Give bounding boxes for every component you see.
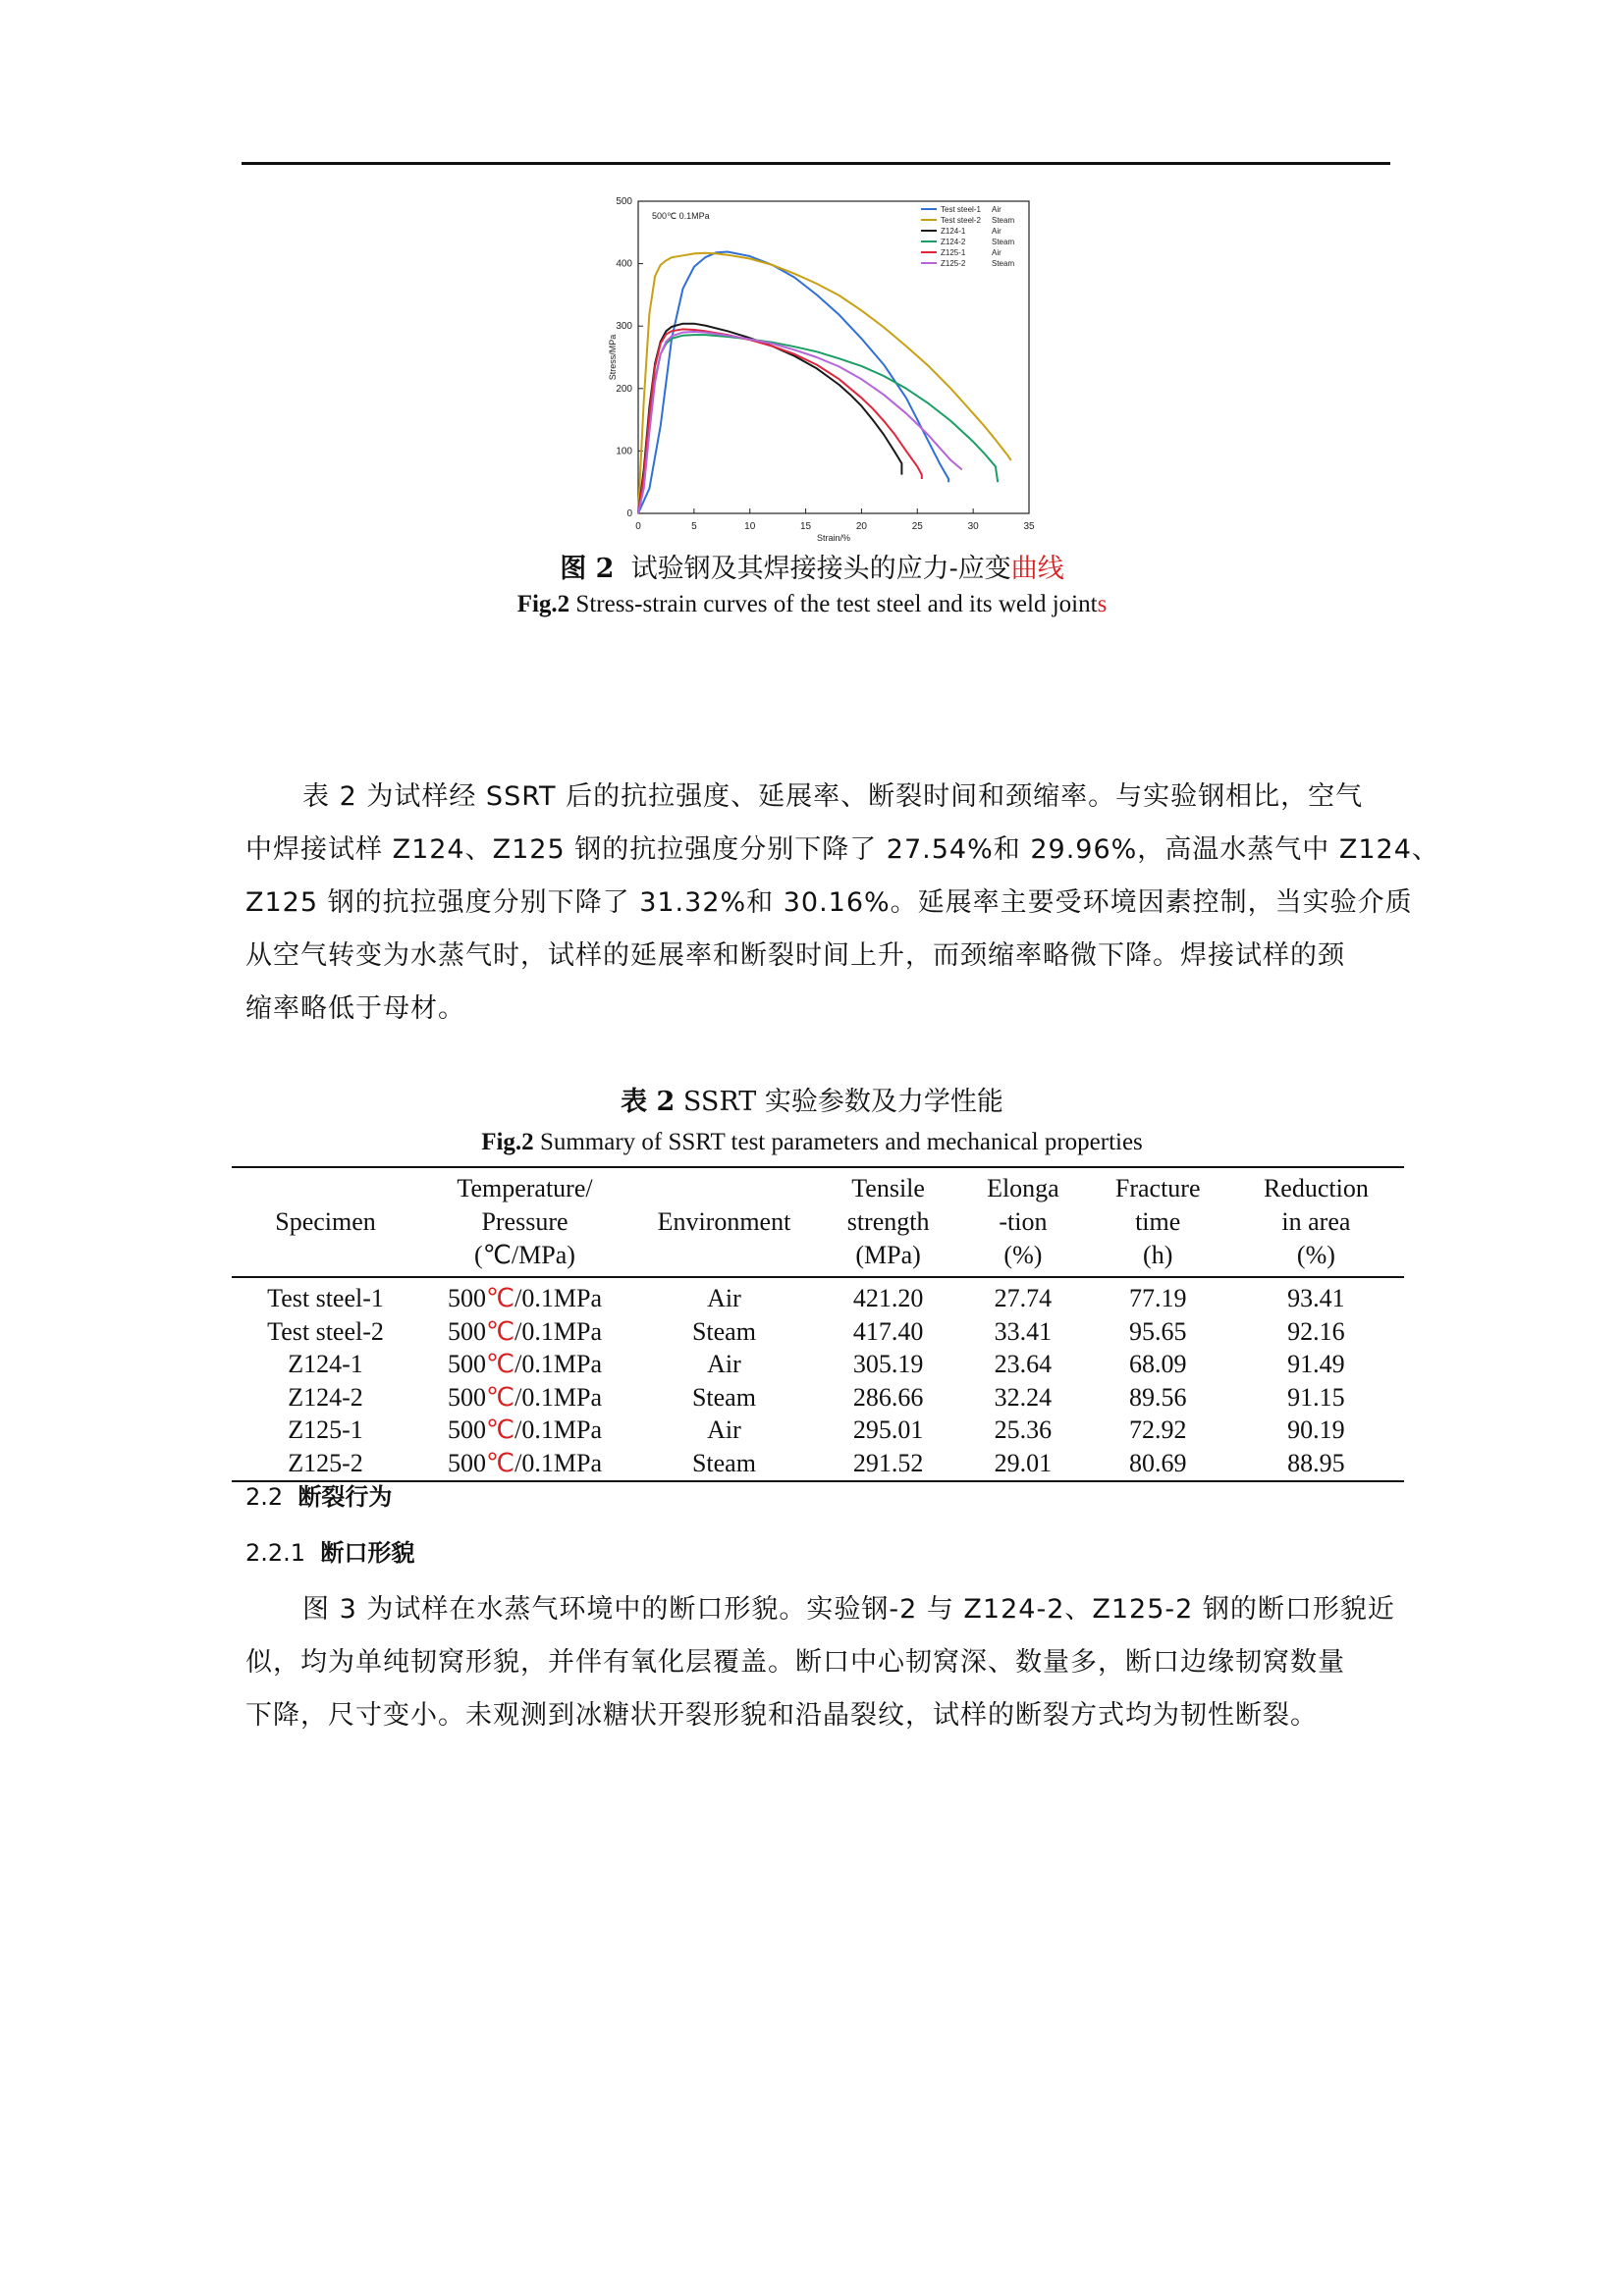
x-tick-label: 30 [967, 521, 979, 532]
legend-name: Test steel-1 [941, 205, 981, 214]
y-tick-label: 0 [626, 508, 632, 519]
table-row [232, 1315, 1404, 1349]
cell-environment: Steam [691, 1448, 756, 1477]
legend-name: Z124-1 [941, 227, 966, 236]
legend-name: Z125-1 [941, 248, 966, 257]
cell-reduction: 88.95 [1287, 1448, 1345, 1477]
cell-elongation: 27.74 [994, 1284, 1053, 1312]
y-tick-label: 200 [616, 383, 632, 395]
cell-tensile: 286.66 [852, 1382, 924, 1412]
paragraph-2 [245, 1583, 1395, 1742]
figure-caption-cn-text: 试验钢及其焊接接头的应力-应变 [630, 554, 1011, 584]
cell-tensile: 421.20 [852, 1284, 924, 1312]
legend-env: Air [992, 227, 1001, 236]
table-caption-cn-label: 表 2 [621, 1087, 676, 1117]
col-tensile: Tensile strength (MPa) [846, 1174, 930, 1269]
x-tick-label: 20 [855, 521, 867, 532]
figure-caption-cn-label: 图 2 [560, 554, 615, 584]
cell-reduction: 93.41 [1287, 1284, 1345, 1312]
col-fracture-time: Fracture time (h) [1114, 1174, 1201, 1269]
figure-caption-cn-red: 曲线 [1010, 554, 1064, 584]
section-number: 2.2.1 [245, 1539, 306, 1567]
table-header-row [232, 1167, 1404, 1277]
cell-temperature: 500℃/0.1MPa [447, 1284, 602, 1312]
paragraph-line: 图 3 为试样在水蒸气环境中的断口形貌。实验钢-2 与 Z124-2、Z125-2 钢的断口形貌近 [302, 1594, 1395, 1625]
x-tick-label: 5 [691, 521, 697, 532]
table-row [232, 1277, 1404, 1315]
series-line-z125-1 [638, 329, 922, 513]
cell-environment: Air [707, 1350, 741, 1379]
paragraph-line: 下降，尺寸变小。未观测到冰糖状开裂形貌和沿晶裂纹，试样的断裂方式均为韧性断裂。 [245, 1700, 1318, 1731]
series-line-z124-1 [638, 324, 901, 513]
cell-fracture-time: 77.19 [1128, 1284, 1187, 1312]
legend-name: Z124-2 [941, 238, 966, 246]
cell-temperature: 500℃/0.1MPa [447, 1448, 602, 1477]
cell-environment: Steam [691, 1382, 756, 1412]
cell-temperature: 500℃/0.1MPa [447, 1415, 602, 1445]
cell-fracture-time: 89.56 [1128, 1382, 1187, 1412]
y-tick-label: 400 [616, 258, 632, 270]
y-tick-label: 500 [616, 196, 632, 207]
paragraph-line: 缩率略低于母材。 [245, 993, 465, 1024]
legend-env: Air [992, 248, 1001, 257]
cell-reduction: 90.19 [1287, 1415, 1345, 1445]
cell-temperature: 500℃/0.1MPa [447, 1350, 602, 1379]
cell-elongation: 32.24 [994, 1382, 1053, 1412]
section-title: 断裂行为 [298, 1483, 393, 1511]
paragraph-line: 表 2 为试样经 SSRT 后的抗拉强度、延展率、断裂时间和颈缩率。与实验钢相比，空气 [302, 781, 1364, 812]
col-specimen: Specimen [275, 1207, 376, 1236]
cell-fracture-time: 72.92 [1128, 1415, 1187, 1445]
cell-tensile: 295.01 [852, 1415, 924, 1445]
col-temperature: Temperature/ Pressure (℃/MPa) [457, 1174, 593, 1269]
x-tick-label: 25 [911, 521, 923, 532]
legend-name: Z125-2 [941, 259, 966, 268]
section-number: 2.2 [245, 1483, 284, 1511]
paragraph-line: 似，均为单纯韧窝形貌，并伴有氧化层覆盖。断口中心韧窝深、数量多，断口边缘韧窝数量 [245, 1647, 1345, 1678]
cell-reduction: 91.15 [1287, 1382, 1345, 1412]
legend-env: Steam [992, 238, 1015, 246]
x-tick-label: 15 [800, 521, 812, 532]
cell-fracture-time: 95.65 [1128, 1316, 1187, 1346]
y-tick-label: 300 [616, 321, 632, 333]
table-row [232, 1348, 1404, 1381]
legend-name: Test steel-2 [941, 216, 981, 225]
x-tick-label: 35 [1023, 521, 1035, 532]
cell-reduction: 92.16 [1287, 1316, 1345, 1346]
legend-env: Air [992, 205, 1001, 214]
cell-elongation: 33.41 [994, 1316, 1053, 1346]
x-tick-label: 0 [635, 521, 641, 532]
cell-reduction: 91.49 [1287, 1350, 1345, 1379]
section-2-2-1-heading [245, 1533, 414, 1568]
paragraph-line: 中焊接试样 Z124、Z125 钢的抗拉强度分别下降了 27.54%和 29.96%，高温水蒸气中 Z124、 [245, 834, 1439, 865]
table-row [232, 1447, 1404, 1481]
y-axis-label: Stress/MPa [608, 334, 618, 381]
cell-fracture-time: 80.69 [1128, 1448, 1187, 1477]
col-elongation: Elonga -tion (%) [987, 1174, 1059, 1269]
cell-fracture-time: 68.09 [1128, 1350, 1187, 1379]
cell-specimen: Z124-1 [288, 1350, 363, 1379]
paragraph-1 [245, 771, 1439, 1036]
cell-tensile: 305.19 [852, 1350, 924, 1379]
cell-temperature: 500℃/0.1MPa [447, 1316, 602, 1346]
cell-specimen: Test steel-1 [267, 1284, 384, 1312]
cell-tensile: 417.40 [852, 1316, 924, 1346]
figure-caption-en-text: Stress-strain curves of the test steel and its weld joint [575, 591, 1098, 617]
header-rule [242, 162, 1390, 165]
table-caption-en [0, 1129, 1624, 1156]
chart-annotation: 500℃ 0.1MPa [652, 211, 710, 221]
section-2-2-heading [245, 1477, 392, 1512]
col-environment: Environment [657, 1207, 791, 1236]
cell-specimen: Test steel-2 [267, 1316, 384, 1346]
stress-strain-chart [604, 191, 1046, 545]
cell-elongation: 23.64 [994, 1350, 1053, 1379]
cell-elongation: 25.36 [994, 1415, 1053, 1445]
figure-caption-cn [0, 547, 1624, 585]
y-tick-label: 100 [616, 446, 632, 457]
legend-env: Steam [992, 216, 1015, 225]
ssrt-table [232, 1166, 1404, 1482]
cell-environment: Air [707, 1284, 741, 1312]
section-title: 断口形貌 [320, 1539, 415, 1567]
table-caption-en-label: Fig.2 [481, 1129, 534, 1155]
series-line-test-steel-2 [638, 253, 1011, 513]
x-tick-label: 10 [744, 521, 756, 532]
figure-caption-en-label: Fig.2 [516, 591, 570, 617]
table-caption-cn-text: SSRT 实验参数及力学性能 [682, 1087, 1003, 1117]
cell-environment: Air [707, 1415, 741, 1445]
paragraph-line: Z125 钢的抗拉强度分别下降了 31.32%和 30.16%。延展率主要受环境因素控制，当实验介质 [245, 887, 1413, 918]
table-caption-en-text: Summary of SSRT test parameters and mechanical properties [539, 1129, 1143, 1155]
table-caption-cn [0, 1080, 1624, 1118]
cell-elongation: 29.01 [994, 1448, 1053, 1477]
legend-env: Steam [992, 259, 1015, 268]
series-line-z124-2 [638, 335, 998, 513]
cell-specimen: Z125-2 [288, 1448, 363, 1477]
figure-caption-en [0, 591, 1624, 618]
cell-temperature: 500℃/0.1MPa [447, 1382, 602, 1412]
table-row [232, 1381, 1404, 1415]
cell-environment: Steam [691, 1316, 756, 1346]
paragraph-line: 从空气转变为水蒸气时，试样的延展率和断裂时间上升，而颈缩率略微下降。焊接试样的颈 [245, 940, 1345, 971]
table-row [232, 1414, 1404, 1447]
x-axis-label: Strain/% [816, 533, 851, 543]
cell-specimen: Z124-2 [288, 1382, 363, 1412]
figure-caption-en-red: s [1097, 591, 1108, 617]
cell-specimen: Z125-1 [288, 1415, 363, 1445]
col-reduction: Reduction in area (%) [1263, 1174, 1369, 1269]
cell-tensile: 291.52 [852, 1448, 924, 1477]
